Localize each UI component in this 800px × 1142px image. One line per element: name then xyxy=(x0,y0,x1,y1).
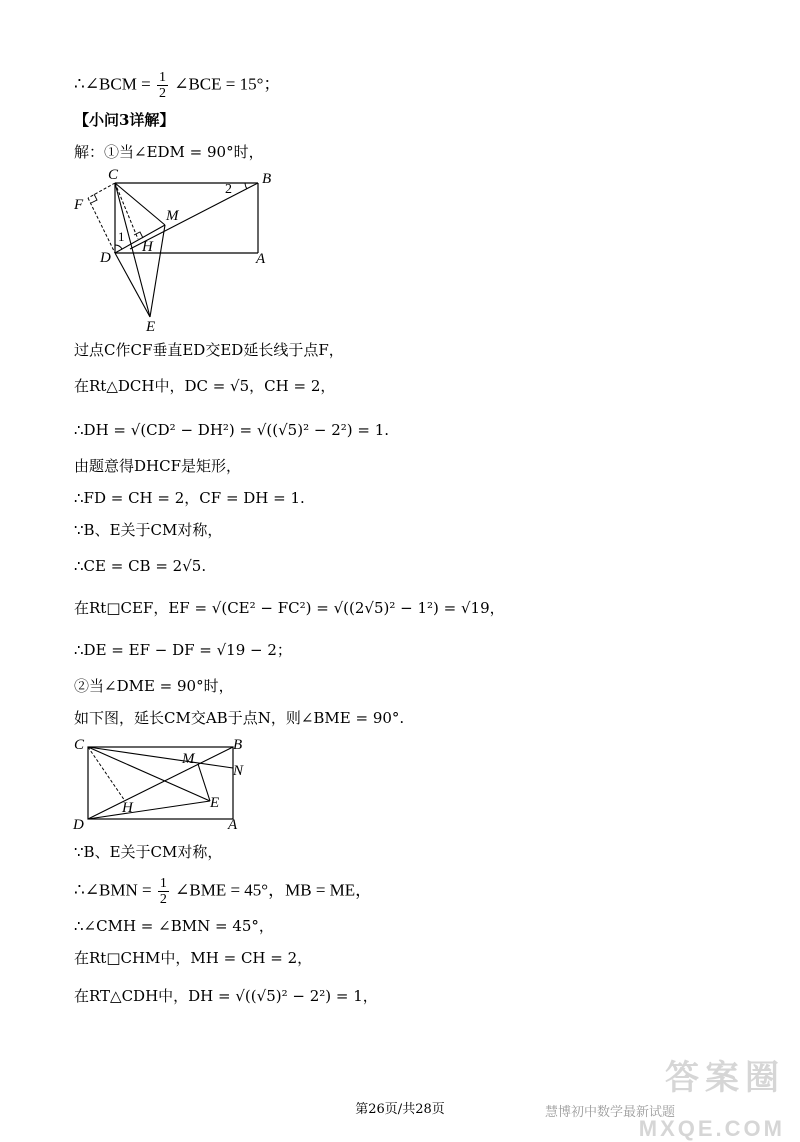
fraction-numerator-2: 1 xyxy=(159,876,167,891)
line-rectangle: 由题意得DHCF是矩形， xyxy=(74,457,241,475)
fraction-denominator: 2 xyxy=(158,86,166,101)
fraction-denominator-2: 2 xyxy=(159,892,167,907)
label-m: M xyxy=(166,208,179,224)
line-bmn xyxy=(74,876,372,907)
line-bcm-prefix: ∴∠BCM = xyxy=(74,74,151,94)
line-bmn-suffix: ∠BME = 45°，MB = ME， xyxy=(175,880,373,900)
label2-a: A xyxy=(228,817,238,833)
label2-e: E xyxy=(210,795,220,811)
diagram-case-one xyxy=(70,165,300,335)
line-ce-cb: ∴CE = CB = 2√5. xyxy=(74,557,207,575)
label-a: A xyxy=(256,251,266,267)
section-heading: 【小问3详解】 xyxy=(74,111,175,129)
watermark-subtitle: 慧博初中数学最新试题 xyxy=(545,1104,676,1119)
line-cmh: ∴∠CMH = ∠BMN = 45°， xyxy=(74,917,274,935)
line-symmetry-2: ∵B、E关于CM对称， xyxy=(74,843,223,861)
page-footer: 第26页/共28页 xyxy=(355,1102,445,1117)
fraction-half xyxy=(157,70,168,101)
line-dh-calc: ∴DH = √(CD² − DH²) = √((√5)² − 2²) = 1. xyxy=(74,421,390,439)
line-bmn-prefix: ∴∠BMN = xyxy=(74,880,152,900)
fraction-numerator: 1 xyxy=(158,70,166,85)
label-e: E xyxy=(146,319,156,335)
line-symmetry: ∵B、E关于CM对称， xyxy=(74,521,223,539)
label2-d: D xyxy=(73,817,84,833)
line-bcm-suffix: ∠BCE = 15°； xyxy=(174,74,281,94)
label2-c: C xyxy=(74,737,85,753)
line-bcm xyxy=(74,70,280,101)
label2-h: H xyxy=(122,800,133,816)
label-angle-1: 1 xyxy=(118,229,125,244)
line-ef-calc: 在Rt□CEF，EF = √(CE² − FC²) = √((2√5)² − 1²) = √19， xyxy=(74,599,505,617)
line-fd-cf: ∴FD = CH = 2，CF = DH = 1. xyxy=(74,489,305,507)
case-one-heading: 解：①当∠EDM = 90°时， xyxy=(74,143,264,161)
label-b: B xyxy=(262,171,272,187)
line-construct: 过点C作CF垂直ED交ED延长线于点F， xyxy=(74,341,344,359)
diagram-case-two xyxy=(70,735,260,835)
watermark-title: 答案圈 xyxy=(665,1059,785,1097)
label2-b: B xyxy=(233,737,243,753)
label-f: F xyxy=(74,197,84,213)
label-c: C xyxy=(108,167,119,183)
label-h: H xyxy=(142,239,153,255)
line-extend-cm: 如下图，延长CM交AB于点N，则∠BME = 90°. xyxy=(74,709,405,727)
label2-n: N xyxy=(233,763,244,779)
watermark-url: MXQE.COM xyxy=(638,1116,785,1141)
line-rt-dch: 在Rt△DCH中，DC = √5，CH = 2， xyxy=(74,377,336,395)
fraction-half-2 xyxy=(158,876,169,907)
label-d: D xyxy=(100,250,111,266)
line-de-result: ∴DE = EF − DF = √19 − 2； xyxy=(74,641,292,659)
line-rt-chm: 在Rt□CHM中，MH = CH = 2， xyxy=(74,949,313,967)
case-two-heading: ②当∠DME = 90°时， xyxy=(74,677,234,695)
line-rt-cdh: 在RT△CDH中，DH = √((√5)² − 2²) = 1， xyxy=(74,987,378,1005)
label2-m: M xyxy=(182,751,195,767)
label-angle-2: 2 xyxy=(225,182,232,197)
